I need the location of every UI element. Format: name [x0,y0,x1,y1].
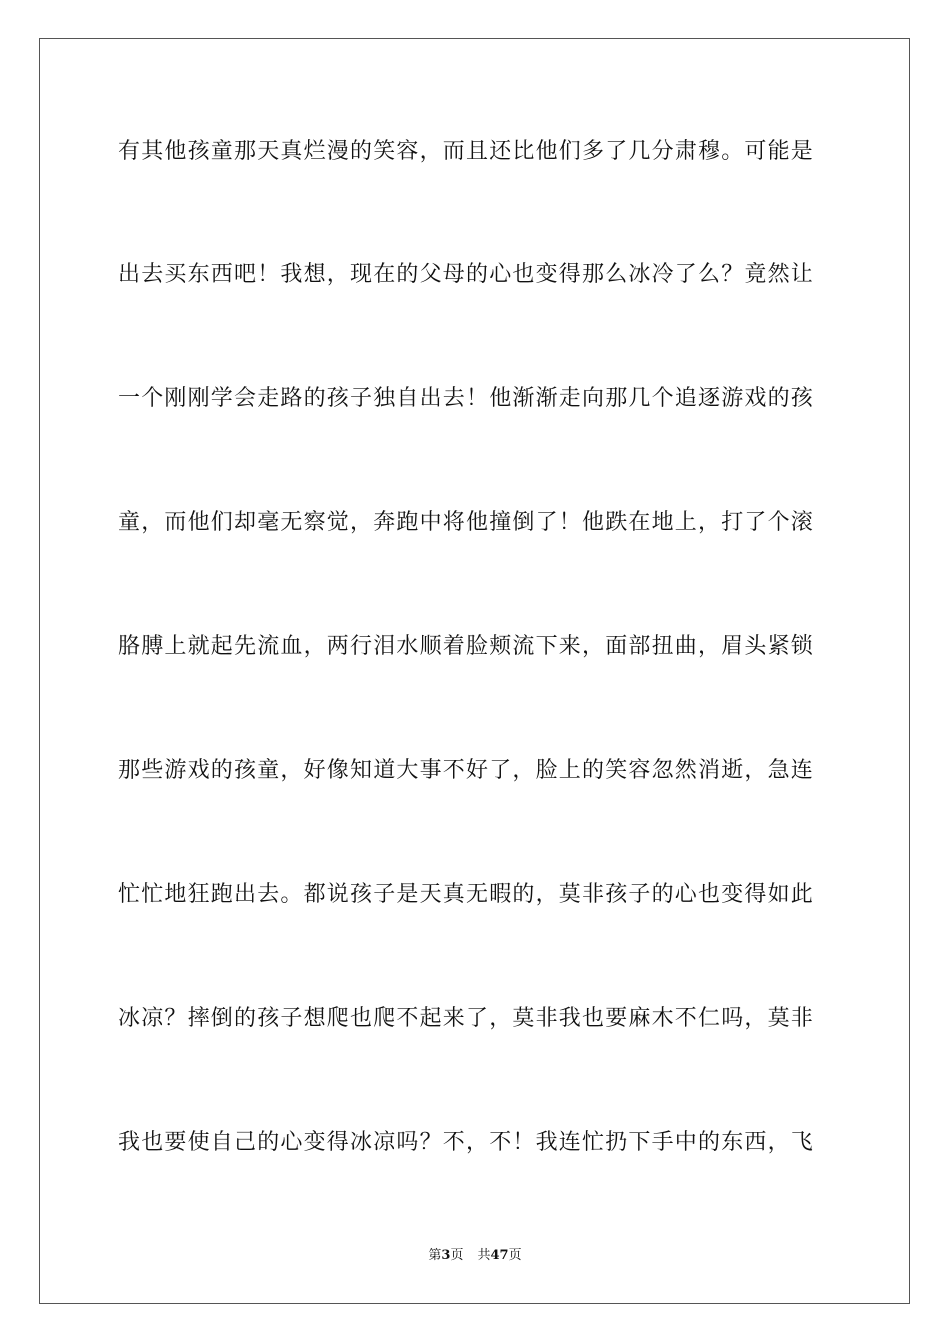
page-footer [0,1246,950,1266]
body-line-9: 我也要使自己的心变得冰凉吗？不，不！我连忙扔下手中的东西，飞 [118,1130,815,1155]
body-line-4: 童，而他们却毫无察觉，奔跑中将他撞倒了！他跌在地上，打了个滚 [118,510,815,535]
body-line-3: 一个刚刚学会走路的孩子独自出去！他渐渐走向那几个追逐游戏的孩 [118,386,815,411]
total-pages-indicator [477,1248,521,1263]
page-prefix: 第 [428,1248,442,1263]
body-line-2: 出去买东西吧！我想，现在的父母的心也变得那么冰冷了么？竟然让 [118,262,815,287]
page-number: 3 [441,1248,451,1263]
body-line-8: 冰凉？摔倒的孩子想爬也爬不起来了，莫非我也要麻木不仁吗，莫非 [118,1006,815,1031]
page-suffix: 页 [450,1248,464,1263]
page-border [39,38,910,1304]
body-line-1: 有其他孩童那天真烂漫的笑容，而且还比他们多了几分肃穆。可能是 [118,139,815,164]
body-line-5: 胳膊上就起先流血，两行泪水顺着脸颊流下来，面部扭曲，眉头紧锁 [118,634,815,659]
total-pages: 47 [490,1248,509,1263]
body-line-6: 那些游戏的孩童，好像知道大事不好了，脸上的笑容忽然消逝，急连 [118,758,815,783]
total-suffix: 页 [508,1248,522,1263]
body-line-7: 忙忙地狂跑出去。都说孩子是天真无暇的，莫非孩子的心也变得如此 [118,882,815,907]
page-indicator [428,1248,463,1263]
total-prefix: 共 [477,1248,491,1263]
